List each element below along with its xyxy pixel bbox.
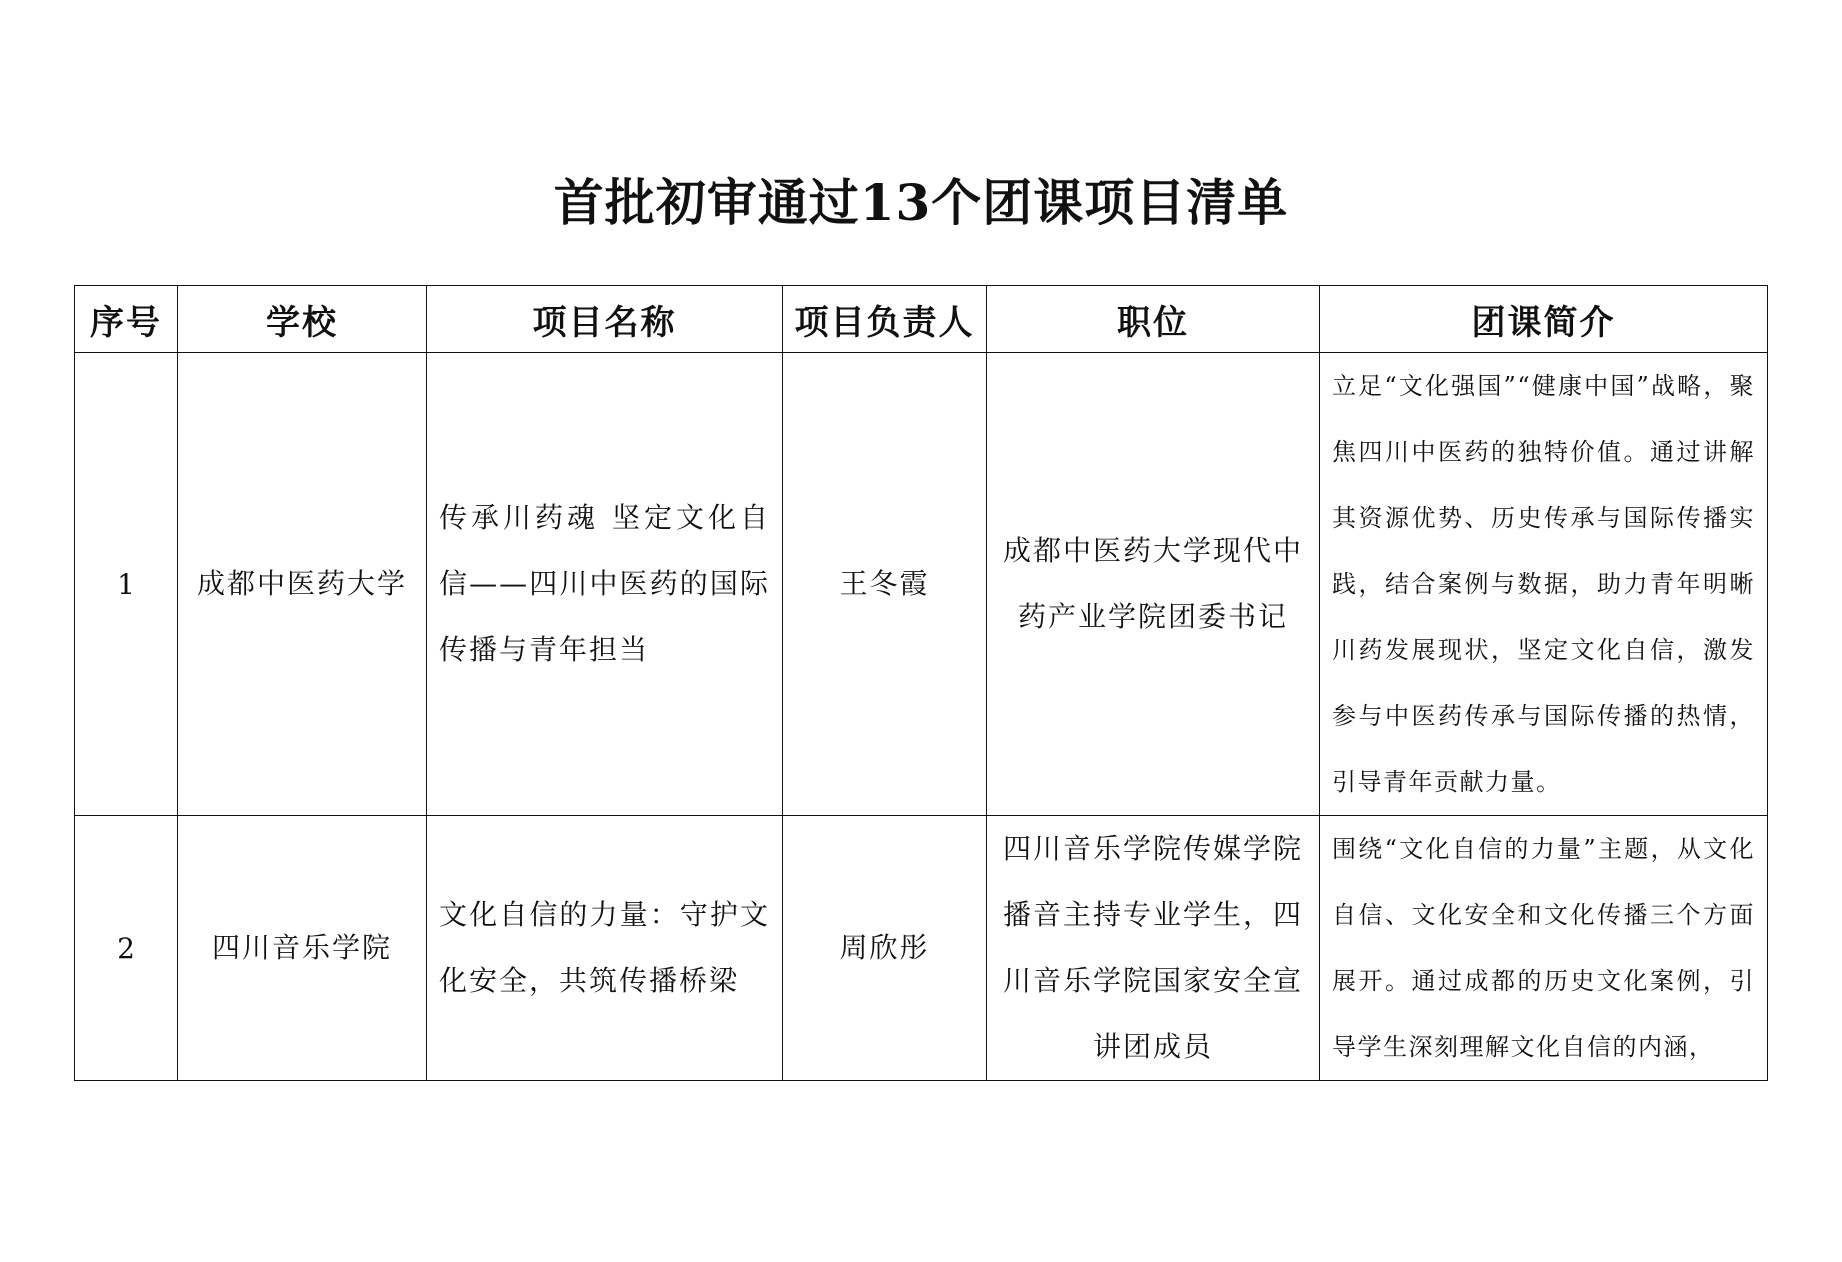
header-school: 学校 — [178, 286, 427, 353]
row-school: 四川音乐学院 — [178, 816, 427, 1081]
row-intro-text: 围绕“文化自信的力量”主题，从文化自信、文化安全和文化传播三个方面展开。通过成都的历史文化案例，引导学生深刻理解文化自信的内涵， — [1332, 835, 1755, 1061]
row-intro-text: 立足“文化强国”“健康中国”战略，聚焦四川中医药的独特价值。通过讲解其资源优势、历史传承与国际传播实践，结合案例与数据，助力青年明晰川药发展现状，坚定文化自信，激发参与中医药传承与国际传播的热情，引导青年贡献力量。 — [1332, 372, 1755, 796]
table-row — [75, 816, 1768, 1081]
row-project: 传承川药魂 坚定文化自信——四川中医药的国际传播与青年担当 — [427, 353, 783, 816]
page-title: 首批初审通过13个团课项目清单 — [553, 173, 1289, 232]
row-position: 成都中医药大学现代中药产业学院团委书记 — [987, 353, 1320, 816]
header-index: 序号 — [75, 286, 178, 353]
project-list-table — [74, 285, 1768, 1081]
table-row — [75, 353, 1768, 816]
row-position: 四川音乐学院传媒学院播音主持专业学生，四川音乐学院国家安全宣讲团成员 — [987, 816, 1320, 1081]
row-index: 2 — [75, 816, 178, 1081]
header-position: 职位 — [987, 286, 1320, 353]
header-leader: 项目负责人 — [783, 286, 987, 353]
row-school: 成都中医药大学 — [178, 353, 427, 816]
row-intro — [1320, 353, 1768, 816]
table-header-row — [75, 286, 1768, 353]
row-leader: 周欣彤 — [783, 816, 987, 1081]
row-project: 文化自信的力量：守护文化安全，共筑传播桥梁 — [427, 816, 783, 1081]
row-intro — [1320, 816, 1768, 1081]
row-index: 1 — [75, 353, 178, 816]
header-project: 项目名称 — [427, 286, 783, 353]
row-leader: 王冬霞 — [783, 353, 987, 816]
header-intro: 团课简介 — [1320, 286, 1768, 353]
